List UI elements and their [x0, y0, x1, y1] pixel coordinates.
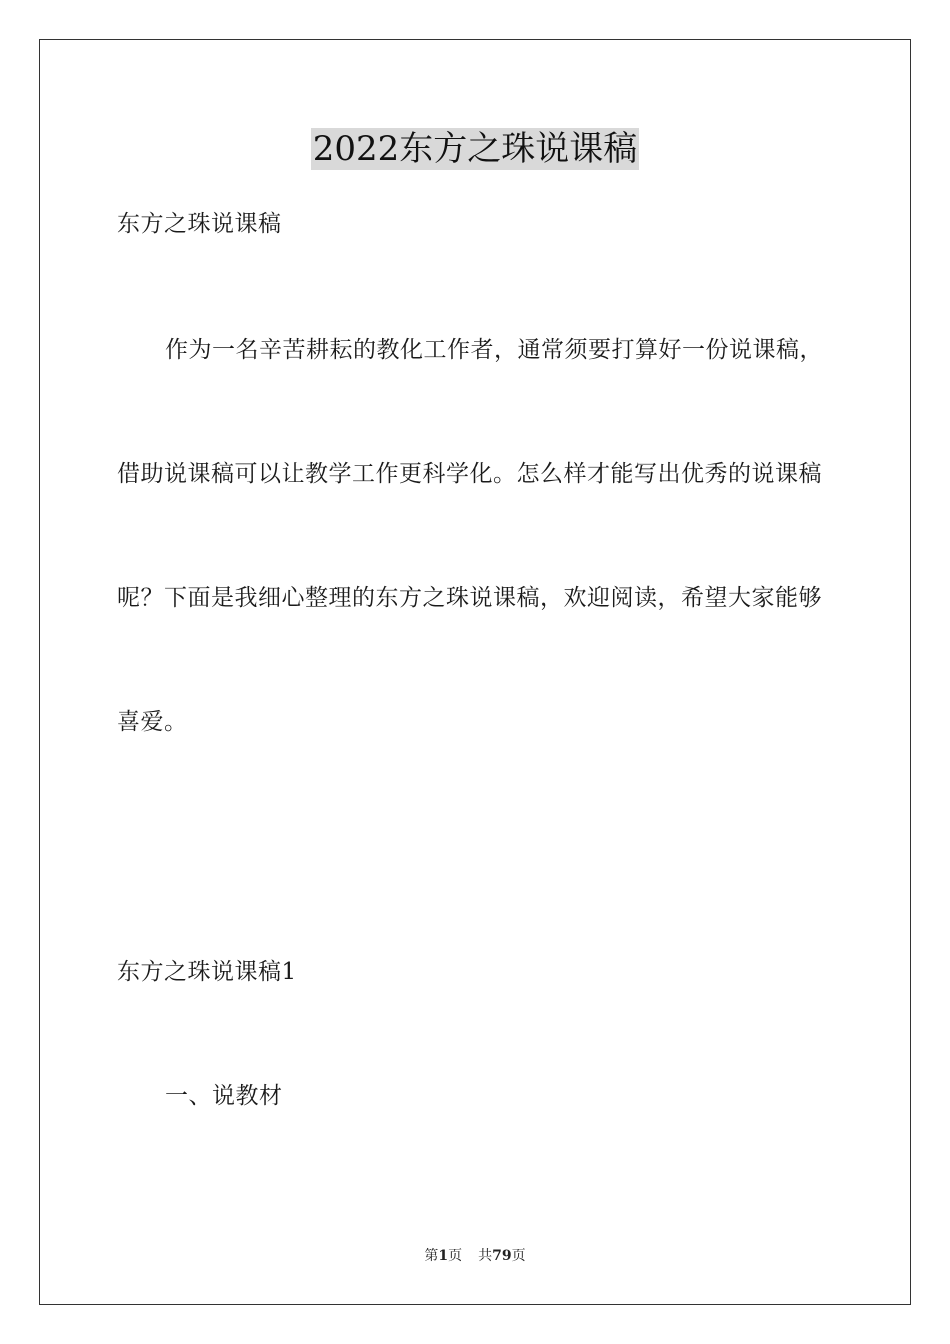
subsection-heading: 一、说教材 — [165, 1083, 283, 1109]
footer-page-prefix: 第 — [424, 1248, 439, 1264]
intro-line-3: 呢？下面是我细心整理的东方之珠说课稿，欢迎阅读，希望大家能够 — [117, 585, 822, 611]
document-subtitle: 东方之珠说课稿 — [117, 211, 282, 237]
intro-line-1: 作为一名辛苦耕耘的教化工作者，通常须要打算好一份说课稿， — [165, 337, 823, 363]
title-container — [0, 128, 950, 170]
footer-page-number: 1 — [438, 1248, 449, 1264]
footer-total-suffix: 页 — [511, 1248, 526, 1264]
intro-line-4: 喜爱。 — [117, 709, 188, 735]
intro-line-2: 借助说课稿可以让教学工作更科学化。怎么样才能写出优秀的说课稿 — [117, 461, 822, 487]
page-footer — [0, 1247, 950, 1265]
document-title: 2022东方之珠说课稿 — [312, 129, 638, 169]
footer-page-suffix: 页 — [448, 1248, 463, 1264]
section-heading: 东方之珠说课稿1 — [117, 959, 297, 985]
footer-total-pages: 79 — [492, 1248, 512, 1264]
footer-total-prefix: 共 — [478, 1248, 493, 1264]
